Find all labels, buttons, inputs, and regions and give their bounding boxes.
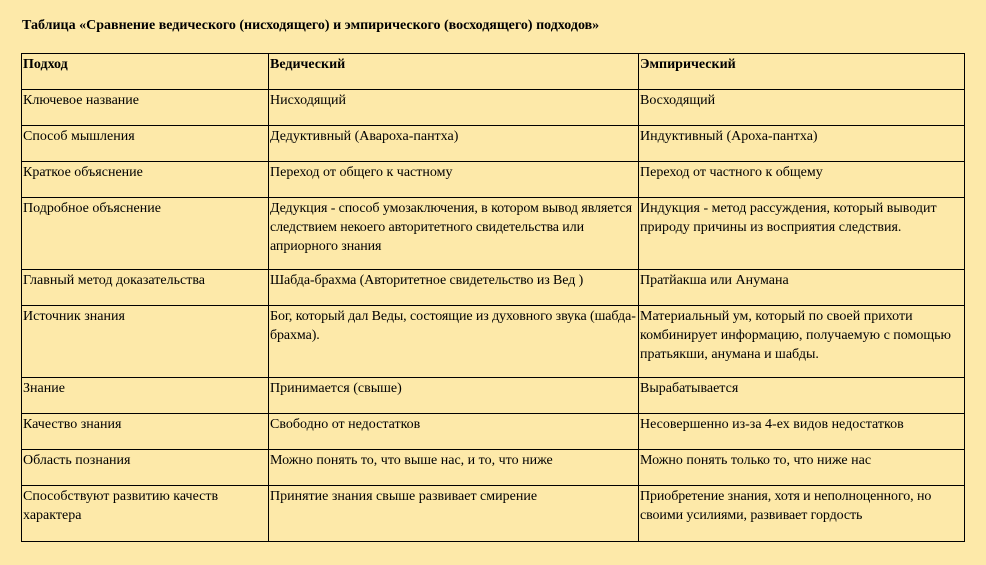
empirical-cell: Несовершенно из-за 4-ех видов недостатков [639,414,965,450]
table-row [22,270,965,306]
vedic-cell: Нисходящий [269,90,639,126]
row-label: Подробное объяснение [22,198,269,270]
empirical-cell: Пратйакша или Анумана [639,270,965,306]
row-label: Способствуют развитию качеств характера [22,486,269,542]
empirical-cell: Приобретение знания, хотя и неполноценного, но своими усилиями, развивает гордость [639,486,965,542]
table-header-row [22,54,965,90]
header-vedic: Ведический [269,54,639,90]
empirical-cell: Индуктивный (Ароха-пантха) [639,126,965,162]
row-label: Знание [22,378,269,414]
row-label: Главный метод доказательства [22,270,269,306]
row-label: Источник знания [22,306,269,378]
vedic-cell: Бог, который дал Веды, состоящие из духовного звука (шабда-брахма). [269,306,639,378]
comparison-table [21,53,965,542]
page-title: Таблица «Сравнение ведического (нисходящего) и эмпирического (восходящего) подходов» [22,18,600,33]
empirical-cell: Вырабатывается [639,378,965,414]
table-row [22,306,965,378]
row-label: Качество знания [22,414,269,450]
table-row [22,378,965,414]
empirical-cell: Материальный ум, который по своей прихоти комбинирует информацию, получаемую с помощью пратьякши, анумана и шабды. [639,306,965,378]
row-label: Ключевое название [22,90,269,126]
header-approach: Подход [22,54,269,90]
row-label: Краткое объяснение [22,162,269,198]
table-row [22,414,965,450]
vedic-cell: Дедукция - способ умозаключения, в котором вывод является следствием некоего авторитетного свидетельства или априорного знания [269,198,639,270]
empirical-cell: Индукция - метод рассуждения, который выводит природу причины из восприятия следствия. [639,198,965,270]
row-label: Область познания [22,450,269,486]
header-empirical: Эмпирический [639,54,965,90]
table-row [22,162,965,198]
empirical-cell: Можно понять только то, что ниже нас [639,450,965,486]
vedic-cell: Шабда-брахма (Авторитетное свидетельство из Вед ) [269,270,639,306]
vedic-cell: Дедуктивный (Авароха-пантха) [269,126,639,162]
vedic-cell: Можно понять то, что выше нас, и то, что ниже [269,450,639,486]
vedic-cell: Переход от общего к частному [269,162,639,198]
table-row [22,126,965,162]
row-label: Способ мышления [22,126,269,162]
table-row [22,90,965,126]
table-row [22,486,965,542]
vedic-cell: Принятие знания свыше развивает смирение [269,486,639,542]
table-row [22,198,965,270]
vedic-cell: Принимается (свыше) [269,378,639,414]
table-row [22,450,965,486]
empirical-cell: Переход от частного к общему [639,162,965,198]
vedic-cell: Свободно от недостатков [269,414,639,450]
empirical-cell: Восходящий [639,90,965,126]
